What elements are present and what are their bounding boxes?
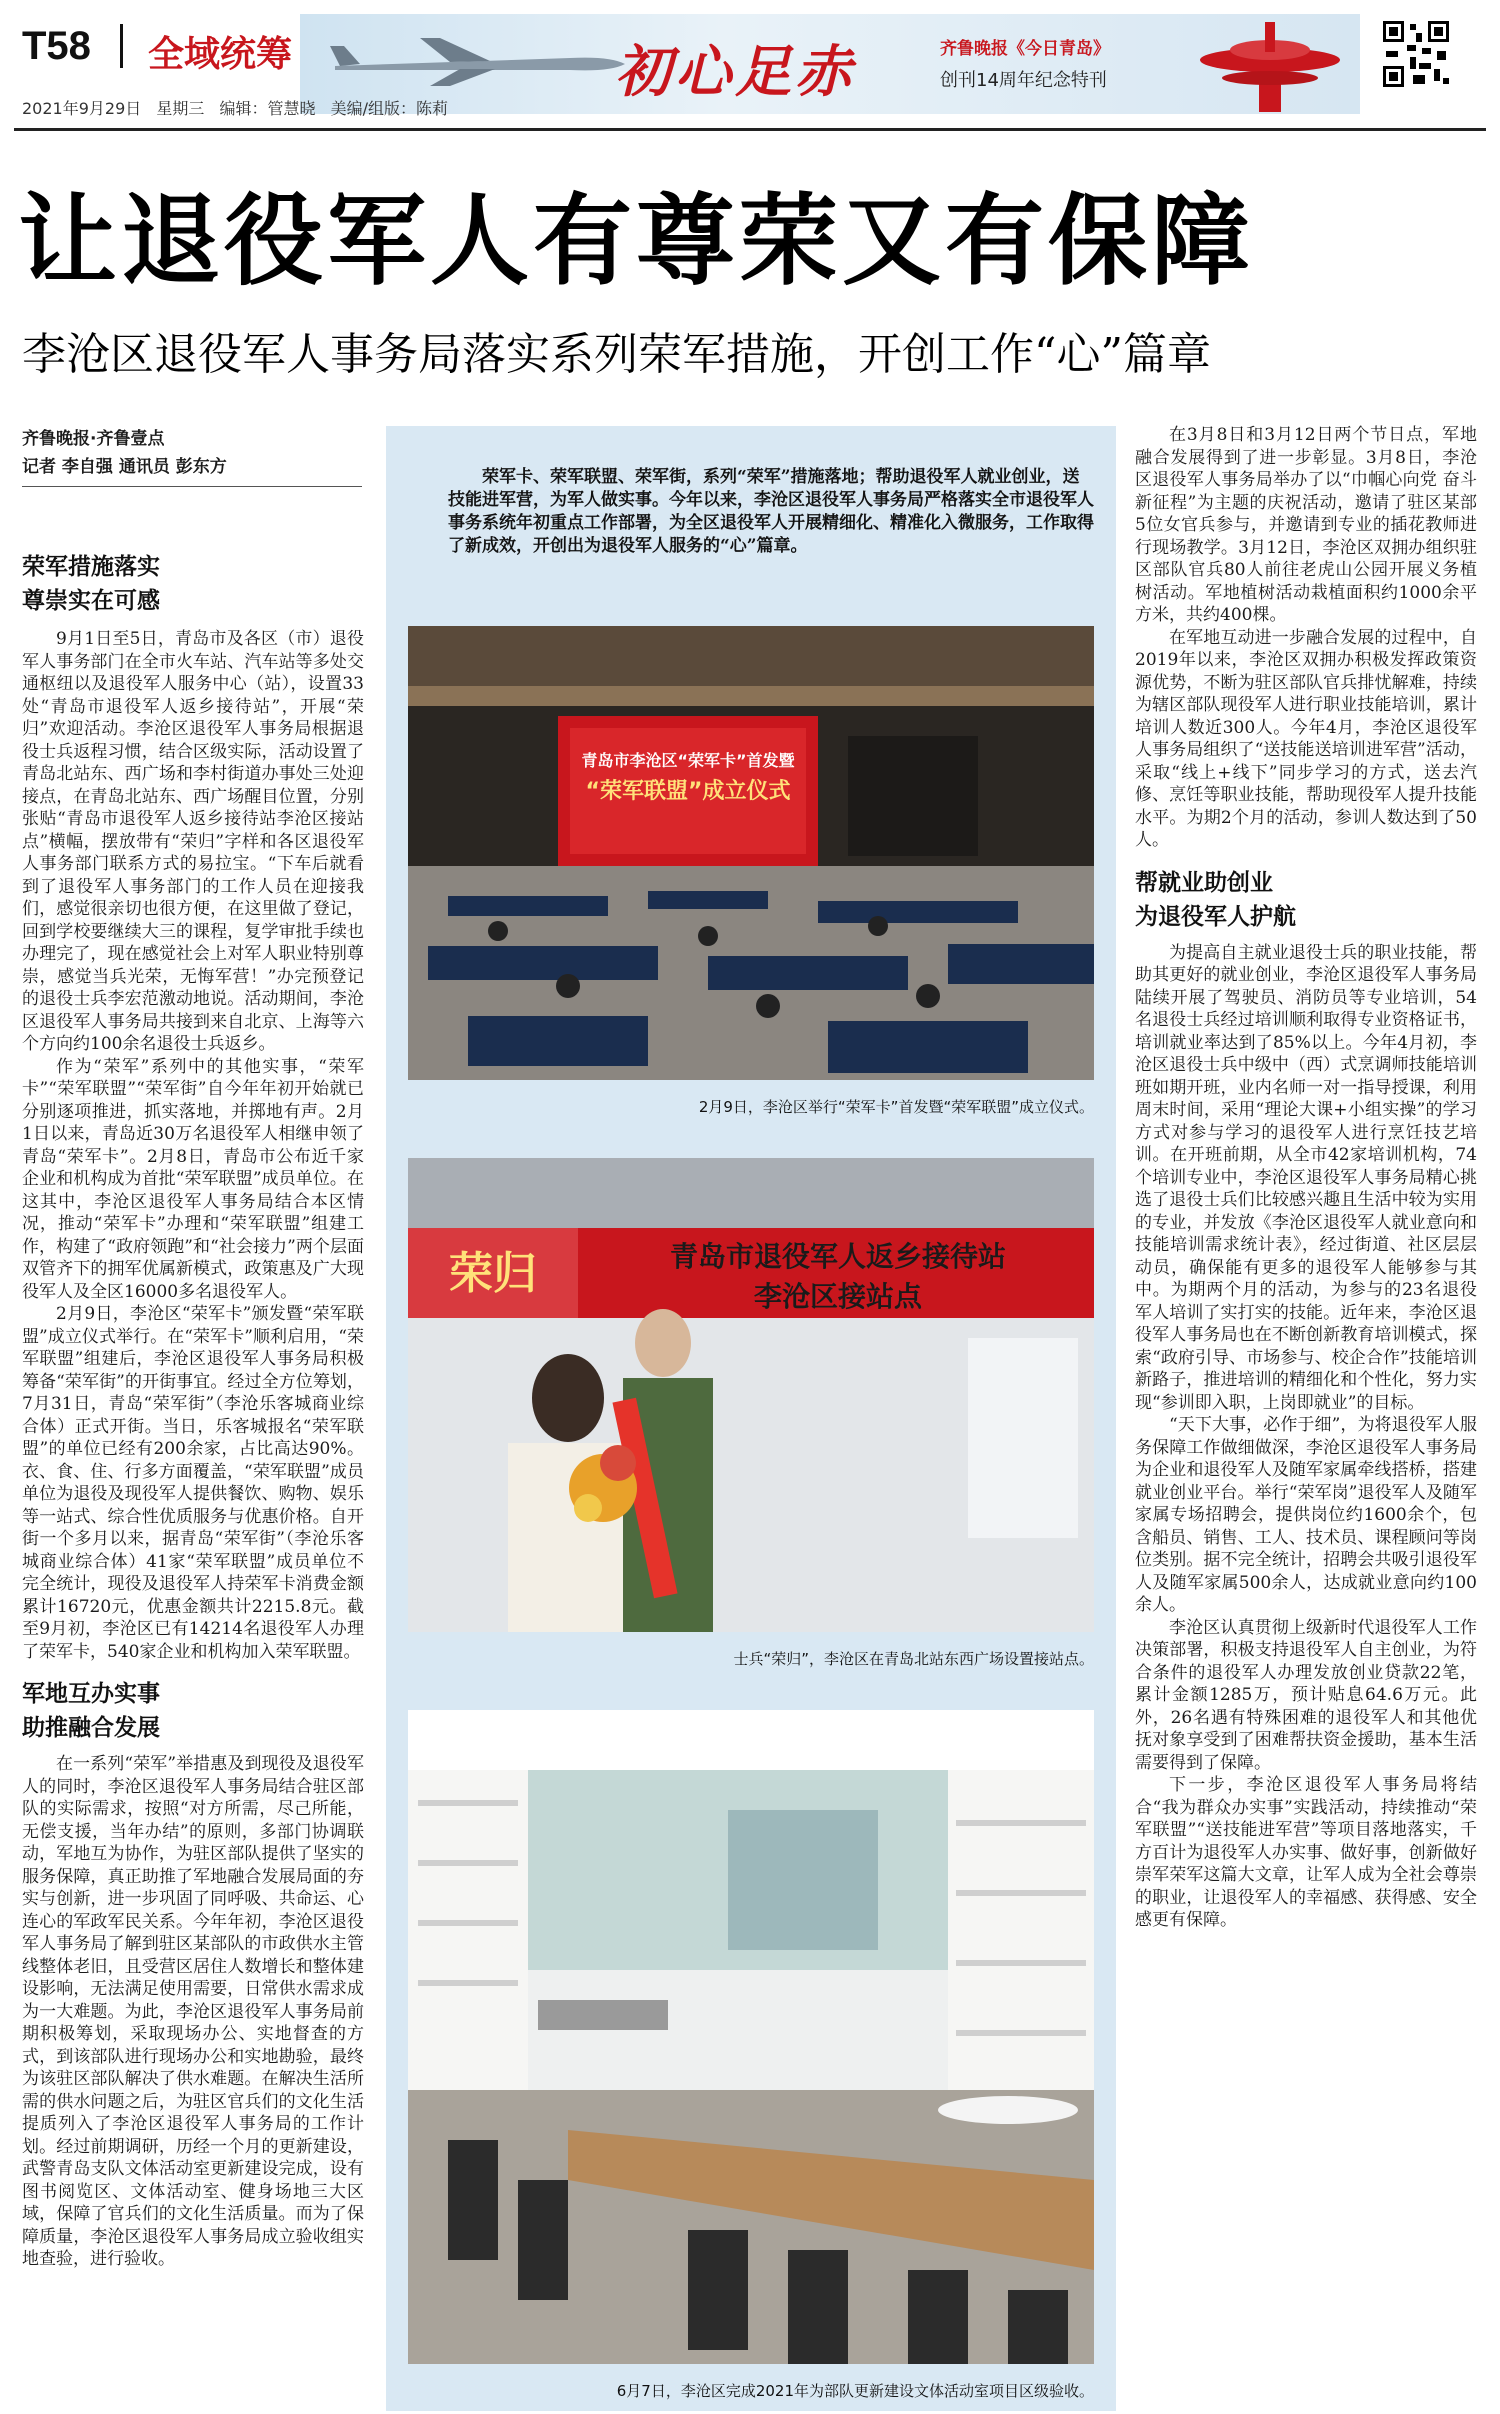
section-2-title-line2: 助推融合发展 [22, 1715, 160, 1741]
designer-credit: 美编/组版：陈莉 [330, 99, 448, 118]
masthead-divider [120, 24, 123, 68]
section-3-title-line2: 为退役军人护航 [1135, 903, 1296, 930]
screen-title-2: “荣军联盟”成立仪式 [585, 779, 791, 804]
banner-text-2: 李沧区接站点 [753, 1280, 923, 1313]
paragraph: 2月9日，李沧区“荣军卡”颁发暨“荣军联盟”成立仪式举行。在“荣军卡”顺利启用，“荣军联盟”组建后，李沧区退役军人事务局积极筹备“荣军街”的开街事宜。经过全方位筹划，7月31日，青岛“荣军街”（李沧乐客城商业综合体）正式开街。当日，乐客城报名“荣军联盟”的单位已经有200余家，占比高达90%。衣、食、住、行多方面覆盖，“荣军联盟”成员单位为退役及现役军人提供餐饮、购物、娱乐等一站式、综合性优质服务与优惠价格。自开街一个多月以来，据青岛“荣军街”（李沧乐客城商业综合体）41家“荣军联盟”成员单位不完全统计，现役及退役军人持荣军卡消费金额累计16720元，优惠金额共计2215.8元。截至9月初，李沧区已有14214名退役军人办理了荣军卡，540家企业和机构加入荣军联盟。 [22, 1304, 364, 1662]
tower-icon [1195, 20, 1345, 112]
welcome-photo [408, 1158, 1094, 1632]
reporter-line: 记者 李自强 通讯员 彭东方 [22, 457, 227, 477]
paragraph: “天下大事，必作于细”，为将退役军人服务保障工作做细做深，李沧区退役军人事务局为企业和退役军人及随军家属牵线搭桥，搭建就业创业平台。举行“荣军岗”退役军人及随军家属专场招聘会，提供岗位约1600余个，包含船员、销售、工人、技术员、课程顾问等岗位类别。据不完全统计，招聘会共吸引退役军人及随军家属500余人，达成就业意向约100余人。 [1135, 1415, 1477, 1615]
section-name: 全域统筹 [148, 34, 293, 75]
issue-weekday: 星期三 [156, 99, 205, 118]
paragraph: 作为“荣军”系列中的其他实事，“荣军卡”“荣军联盟”“荣军街”自今年年初开始就已分别逐项推进，抓实落地，并掷地有声。2月1日以来，青岛近30万名退役军人相继申领了青岛“荣军卡”。2月8日，青岛市公布近千家企业和机构成为首批“荣军联盟”成员单位。在这其中，李沧区退役军人事务局结合本区情况，推动“荣军卡”办理和“荣军联盟”组建工作，构建了“政府领跑”和“社会接力”两个层面双管齐下的拥军优属新模式，政策惠及广大现役军人及全区16000多名退役军人。 [22, 1056, 364, 1302]
section-1-title-line2: 尊崇实在可感 [22, 588, 160, 614]
source-line: 齐鲁晚报·齐鲁壹点 [22, 429, 165, 449]
headline: 让退役军人有尊荣又有保障 [18, 183, 1254, 299]
ceremony-photo [408, 626, 1094, 1080]
right-column [1135, 424, 1477, 1932]
masthead-banner [300, 14, 1360, 114]
banner-anniversary: 创刊14周年纪念特刊 [940, 70, 1107, 91]
center-panel [386, 426, 1116, 2411]
top-rule [14, 128, 1486, 131]
byline-rule [22, 486, 362, 487]
section-3-title [1135, 866, 1477, 934]
date-line [22, 96, 448, 119]
lead-paragraph: 荣军卡、荣军联盟、荣军街，系列“荣军”措施落地；帮助退役军人就业创业，送技能进军营，为军人做实事。今年以来，李沧区退役军人事务局严格落实全市退役军人事务系统年初重点工作部署，为全区退役军人开展精细化、精准化入微服务，工作取得了新成效，开创出为退役军人服务的“心”篇章。 [448, 467, 1094, 556]
screen-title: 青岛市李沧区“荣军卡”首发暨 [581, 751, 795, 770]
subheadline: 李沧区退役军人事务局落实系列荣军措施，开创工作“心”篇章 [22, 329, 1211, 380]
paragraph: 在一系列“荣军”举措惠及到现役及退役军人的同时，李沧区退役军人事务局结合驻区部队的实际需求，按照“对方所需，尽己所能，无偿支援，当年办结”的原则，多部门协调联动，军地互为协作，为驻区部队提供了坚实的服务保障，真正助推了军地融合发展局面的夯实与创新，进一步巩固了同呼吸、共命运、心连心的军政军民关系。今年年初，李沧区退役军人事务局了解到驻区某部队的市政供水主管线整体老旧，且受营区居住人数增长和整体建设影响，无法满足使用需要，日常供水需求成为一大难题。为此，李沧区退役军人事务局前期积极筹划，采取现场办公、实地督查的方式，到该部队进行现场办公和实地勘验，最终为该驻区部队解决了供水难题。在解决生活所需的供水问题之后，为驻区官兵们的文化生活提质列入了李沧区退役军人事务局的工作计划。经过前期调研，历经一个月的更新建设，武警青岛支队文体活动室更新建设完成，设有图书阅览区、文体活动室、健身场地三大区域，保障了官兵们的文化生活质量。而为了保障质量，李沧区退役军人事务局成立验收组实地查验，进行验收。 [22, 1754, 364, 2269]
editor-credit: 编辑：管慧晓 [219, 99, 316, 118]
welcome-caption: 士兵“荣归”，李沧区在青岛北站东西广场设置接站点。 [733, 1650, 1094, 1668]
section-2-title-line1: 军地互办实事 [22, 1681, 160, 1707]
paragraph: 在军地互动进一步融合发展的过程中，自2019年以来，李沧区双拥办积极发挥政策资源优势，不断为驻区部队官兵排忧解难，持续为辖区部队现役军人进行职业技能培训，累计培训人数近300人。今年4月，李沧区退役军人事务局组织了“送技能送培训进军营”活动，采取“线上+线下”同步学习的方式，送去汽修、烹饪等职业技能，帮助现役军人提升技能水平。为期2个月的活动，参训人数达到了50人。 [1135, 627, 1477, 850]
activity-room-caption: 6月7日，李沧区完成2021年为部队更新建设文体活动室项目区级验收。 [616, 2382, 1094, 2400]
section-1-title-line1: 荣军措施落实 [22, 554, 160, 580]
issue-date: 2021年9月29日 [22, 99, 142, 118]
paragraph: 下一步，李沧区退役军人事务局将结合“我为群众办实事”实践活动，持续推动“荣军联盟”“送技能进军营”等项目落地落实，千方百计为退役军人办实事、做好事，创新做好崇军荣军这篇大文章，让军人成为全社会尊崇的职业，让退役军人的幸福感、获得感、安全感更有保障。 [1135, 1775, 1477, 1930]
qr-code-icon [1380, 18, 1452, 90]
section-2-title [22, 1677, 364, 1745]
left-column [22, 550, 364, 2271]
banner-paper-name: 齐鲁晚报《今日青岛》 [940, 39, 1110, 59]
section-1-title [22, 550, 364, 618]
paragraph: 9月1日至5日，青岛市及各区（市）退役军人事务部门在全市火车站、汽车站等多处交通枢纽以及退役军人服务中心（站），设置33处“青岛市退役军人返乡接待站”，开展“荣归”欢迎活动。李沧区退役军人事务局根据退役士兵返程习惯，结合区级实际，活动设置了青岛北站东、西广场和李村街道办事处三处迎接点，在青岛北站东、西广场醒目位置，分别张贴“青岛市退役军人返乡接待站李沧区接站点”横幅，摆放带有“荣归”字样和各区退役军人事务部门联系方式的易拉宝。“下车后就看到了退役军人事务部门的工作人员在迎接我们，感觉很亲切也很方便，在这里做了登记，回到学校要继续大三的课程，复学审批手续也办理完了，现在感觉社会上对军人职业特别尊崇，感觉当兵光荣，无悔军营！”办完预登记的退役士兵李宏范激动地说。活动期间，李沧区退役军人事务局共接到来自北京、上海等六个方向约100余名退役士兵返乡。 [22, 629, 364, 1054]
paragraph: 在3月8日和3月12日两个节日点，军地融合发展得到了进一步彰显。3月8日，李沧区退役军人事务局举办了以“巾帼心向党 奋斗新征程”为主题的庆祝活动，邀请了驻区某部5位女官兵参与，并邀请到专业的插花教师进行现场教学。3月12日，李沧区双拥办组织驻区部队官兵80人前往老虎山公园开展义务植树活动。军地植树活动栽植面积约1000余平方米，共约400棵。 [1135, 425, 1477, 625]
banner-tag: 荣归 [449, 1248, 537, 1299]
airplane-icon [330, 36, 630, 88]
banner-slogan: 初心足赤 [615, 39, 855, 105]
ceremony-caption: 2月9日，李沧区举行“荣军卡”首发暨“荣军联盟”成立仪式。 [698, 1098, 1094, 1116]
activity-room-photo [408, 1710, 1094, 2364]
banner-text: 青岛市退役军人返乡接待站 [669, 1240, 1007, 1273]
section-3-title-line1: 帮就业助创业 [1135, 869, 1273, 896]
paragraph: 李沧区认真贯彻上级新时代退役军人工作决策部署，积极支持退役军人自主创业，为符合条件的退役军人办理发放创业贷款22笔，累计金额1285万，预计贴息64.6万元。此外，26名遇有特殊困难的退役军人和其他优抚对象享受到了困难帮扶资金援助，基本生活需要得到了保障。 [1135, 1617, 1477, 1773]
page-number: T58 [22, 24, 91, 68]
paragraph: 为提高自主就业退役士兵的职业技能，帮助其更好的就业创业，李沧区退役军人事务局陆续开展了驾驶员、消防员等专业培训，54名退役士兵经过培训顺利取得专业资格证书，培训就业率达到了85%以上。今年4月初，李沧区退役士兵中级中（西）式烹调师技能培训班如期开班，业内名师一对一指导授课，利用周末时间，采用“理论大课+小组实操”的学习方式对参与学习的退役军人进行烹饪技艺培训。在开班前期，从全市42家培训机构，74个培训专业中，李沧区退役军人事务局精心挑选了退役士兵们比较感兴趣且生活中较为实用的专业，并发放《李沧区退役军人就业意向和技能培训需求统计表》，经过街道、社区层层动员，确保能有更多的退役军人能够参与其中。为期两个月的活动，为参与的23名退役军人培训了实打实的技能。近年来，李沧区退役军人事务局也在不断创新教育培训模式，探索“政府引导、市场参与、校企合作”技能培训新路子，推进培训的精细化和个性化，努力实现“参训即入职，上岗即就业”的目标。 [1135, 942, 1477, 1413]
